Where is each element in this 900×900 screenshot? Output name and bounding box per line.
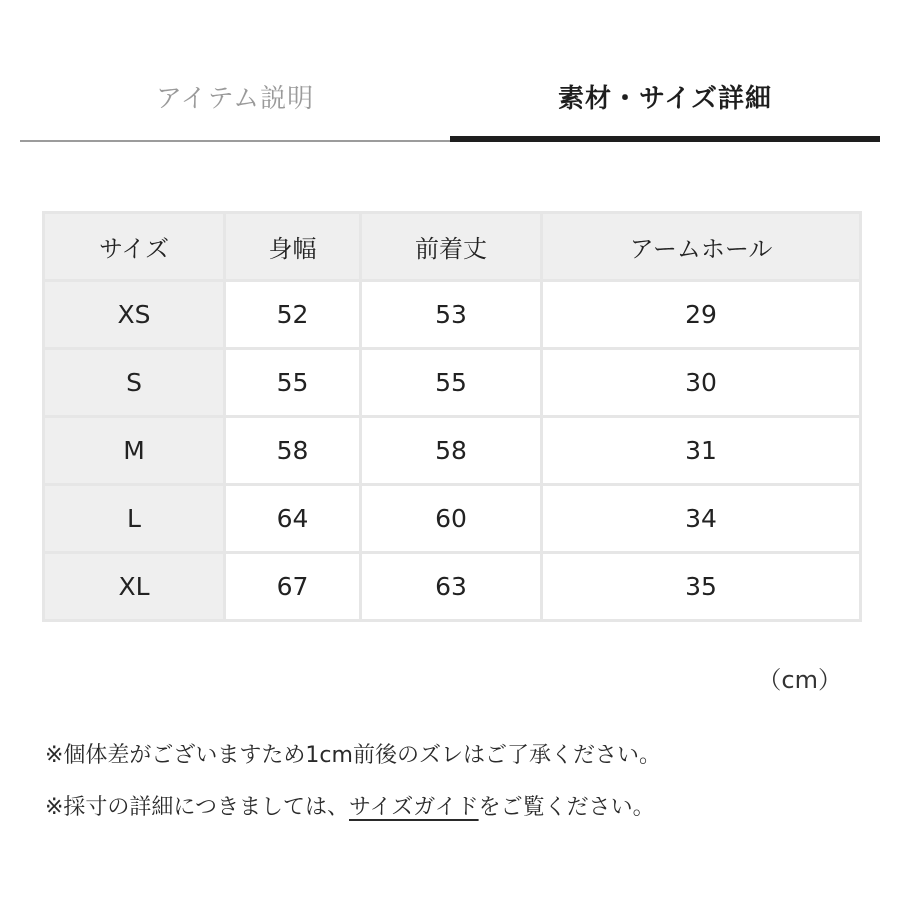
cell-armhole: 35 [542, 553, 861, 621]
header-length: 前着丈 [361, 213, 542, 281]
cell-armhole: 34 [542, 485, 861, 553]
size-guide-link[interactable]: サイズガイド [349, 795, 479, 820]
table-header-row [44, 213, 861, 281]
note-size-guide-suffix: をご覧ください。 [478, 795, 655, 820]
cell-length: 63 [361, 553, 542, 621]
cell-armhole: 29 [542, 281, 861, 349]
tab-material-size-label: 素材・サイズ詳細 [558, 83, 772, 114]
cell-width: 55 [225, 349, 361, 417]
row-size-label: M [44, 417, 225, 485]
unit-label: （cm） [757, 666, 842, 694]
cell-width: 64 [225, 485, 361, 553]
header-width: 身幅 [225, 213, 361, 281]
note-size-guide [45, 782, 875, 834]
cell-length: 53 [361, 281, 542, 349]
cell-width: 58 [225, 417, 361, 485]
row-size-label: S [44, 349, 225, 417]
table-row [44, 281, 861, 349]
row-size-label: L [44, 485, 225, 553]
table-row [44, 349, 861, 417]
tab-material-size[interactable] [450, 60, 880, 132]
tab-bar [20, 60, 880, 142]
tab-item-description[interactable] [20, 60, 450, 132]
table-row [44, 485, 861, 553]
tab-item-description-label: アイテム説明 [155, 83, 315, 114]
header-armhole: アームホール [542, 213, 861, 281]
tab-active-indicator [450, 136, 880, 142]
size-table [42, 211, 862, 622]
note-size-guide-prefix: ※採寸の詳細につきましては、 [45, 795, 349, 820]
cell-length: 58 [361, 417, 542, 485]
cell-width: 67 [225, 553, 361, 621]
table-row [44, 417, 861, 485]
cell-width: 52 [225, 281, 361, 349]
cell-length: 60 [361, 485, 542, 553]
notes [45, 730, 875, 834]
note-tolerance: ※個体差がございますため1cm前後のズレはご了承ください。 [45, 743, 661, 768]
cell-length: 55 [361, 349, 542, 417]
row-size-label: XL [44, 553, 225, 621]
header-size: サイズ [44, 213, 225, 281]
cell-armhole: 31 [542, 417, 861, 485]
table-row [44, 553, 861, 621]
row-size-label: XS [44, 281, 225, 349]
cell-armhole: 30 [542, 349, 861, 417]
